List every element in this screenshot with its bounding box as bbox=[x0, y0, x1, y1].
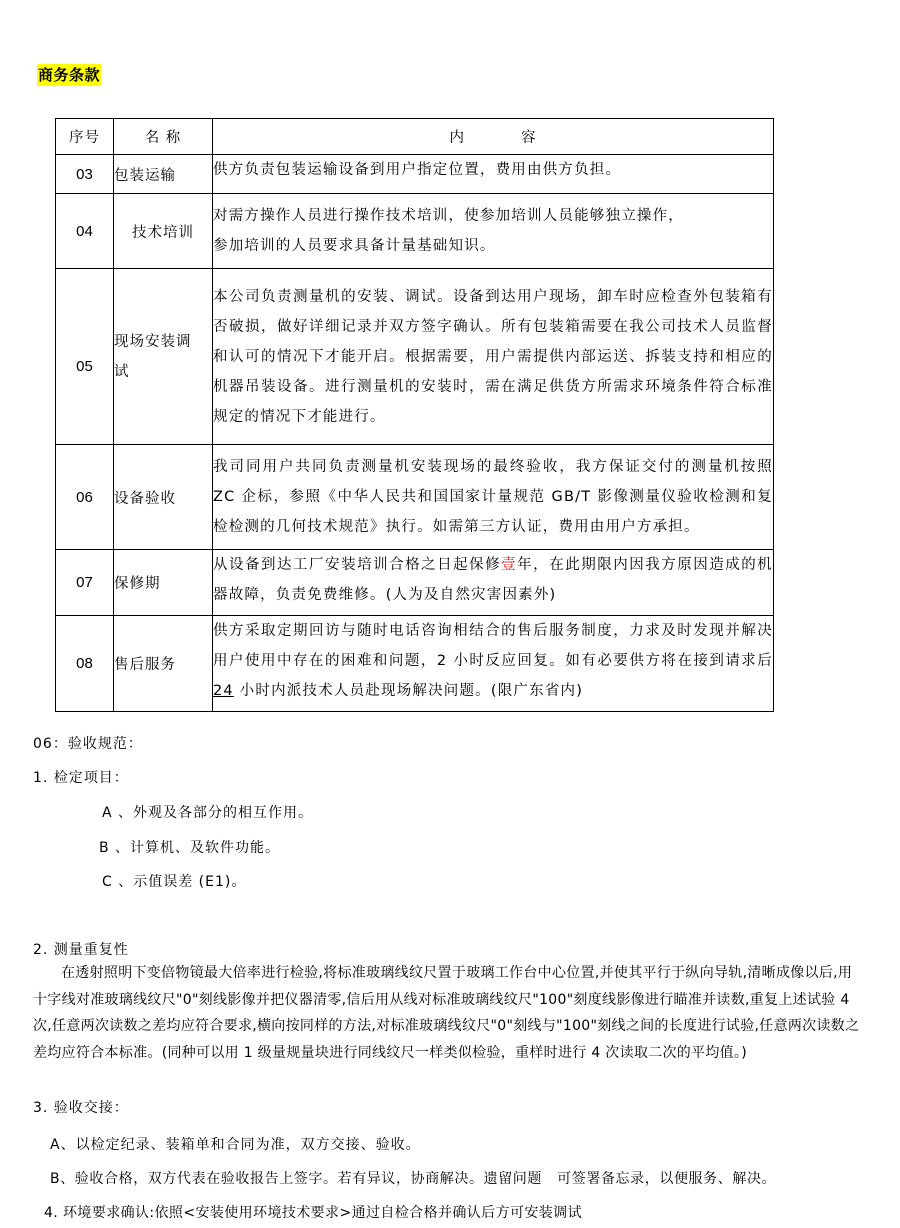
item1-heading: 1. 检定项目： bbox=[33, 770, 129, 786]
content-text: 供方采取定期回访与随时电话咨询相结合的售后服务制度，力求及时发现并解决用户使用中存在的困难和问题，2 小时反应回复。如有必要供方将在接到请求后 bbox=[213, 623, 773, 669]
row-name: 售后服务 bbox=[114, 616, 213, 712]
response-hours-underlined: 24 bbox=[213, 683, 234, 699]
row-no: 08 bbox=[56, 616, 114, 712]
content-text: 从设备到达工厂安装培训合格之日起保修 bbox=[213, 557, 502, 573]
row-name: 保修期 bbox=[114, 550, 213, 616]
header-no: 序号 bbox=[56, 119, 114, 155]
item1-list-item: B 、计算机、及软件功能。 bbox=[99, 840, 281, 856]
row-name: 现场安装调试 bbox=[114, 269, 213, 445]
table-row bbox=[56, 155, 774, 194]
warranty-years-highlight: 壹 bbox=[501, 557, 518, 573]
header-name: 名 称 bbox=[114, 119, 213, 155]
content-line: 对需方操作人员进行操作技术培训，使参加培训人员能够独立操作， bbox=[213, 208, 684, 224]
table-row bbox=[56, 445, 774, 550]
row-no: 04 bbox=[56, 194, 114, 269]
item1-list-item: C 、示值误差 (E1)。 bbox=[102, 874, 247, 890]
row-content: 本公司负责测量机的安装、调试。设备到达用户现场，卸车时应检查外包装箱有否破损，做好详细记录并双方签字确认。所有包装箱需要在我公司技术人员监督和认可的情况下才能开启。根据需要，用户需提供内部运送、拆装支持和相应的机器吊装设备。进行测量机的安装时，需在满足供货方所需求环境条件符合标准规定的情况下才能进行。 bbox=[213, 269, 774, 445]
section-title: 商务条款 bbox=[38, 66, 101, 84]
table-row bbox=[56, 269, 774, 445]
row-no: 03 bbox=[56, 155, 114, 194]
row-name: 包装运输 bbox=[114, 155, 213, 194]
item4: 4. 环境要求确认:依照<安装使用环境技术要求>通过自检合格并确认后方可安装调试 bbox=[44, 1205, 582, 1221]
item3-heading: 3. 验收交接： bbox=[33, 1100, 129, 1116]
table-row bbox=[56, 616, 774, 712]
acceptance-heading: 06：验收规范： bbox=[33, 736, 143, 752]
row-content bbox=[213, 550, 774, 616]
content-text: 年，在此期限内因我方原因造成的机器故障，负责免费维修。(人为及自然灾害因素外) bbox=[213, 557, 773, 603]
row-content bbox=[213, 194, 774, 269]
header-content: 内 容 bbox=[213, 119, 774, 155]
table-row bbox=[56, 194, 774, 269]
content-text: 小时内派技术人员赴现场解决问题。(限广东省内) bbox=[233, 683, 584, 699]
item2-body: 在透射照明下变倍物镜最大倍率进行检验,将标准玻璃线纹尺置于玻璃工作台中心位置,并使其平行于纵向导轨,清晰成像以后,用十字线对准玻璃线纹尺"0"刻线影像并把仪器清零,信后用从线对标准玻璃线纹尺"100"刻度线影像进行瞄准并读数,重复上述试验 4 次,任意两次读数之差均应符合要求,横向按同样的方法,对标准玻璃线纹尺"0"刻线与"100"刻线之间的长度进行试验,任意两次读数之差均应符合本标准。(同种可以用 1 级量规量块进行同线纹尺一样类似检验，重样时进行 4 次读取二次的平均值。) bbox=[33, 965, 860, 1061]
commercial-terms-table bbox=[55, 118, 774, 712]
row-content bbox=[213, 616, 774, 712]
row-name: 技术培训 bbox=[114, 194, 213, 269]
item2-heading: 2. 测量重复性 bbox=[33, 942, 129, 958]
row-name: 设备验收 bbox=[114, 445, 213, 550]
item1-list-item: A 、外观及各部分的相互作用。 bbox=[102, 805, 314, 821]
table-header-row bbox=[56, 119, 774, 155]
content-line: 参加培训的人员要求具备计量基础知识。 bbox=[213, 238, 496, 254]
item3-list-item: B、验收合格，双方代表在验收报告上签字。若有异议，协商解决。遗留问题 可签署备忘录，以便服务、解决。 bbox=[50, 1171, 777, 1187]
row-content: 供方负责包装运输设备到用户指定位置，费用由供方负担。 bbox=[213, 155, 774, 194]
row-no: 06 bbox=[56, 445, 114, 550]
table-row bbox=[56, 550, 774, 616]
item3-list-item: A、以检定纪录、装箱单和合同为准，双方交接、验收。 bbox=[50, 1137, 421, 1153]
row-content: 我司同用户共同负责测量机安装现场的最终验收，我方保证交付的测量机按照 ZC 企标，参照《中华人民共和国国家计量规范 GB/T 影像测量仪验收检测和复检检测的几何技术规范》执行。如需第三方认证，费用由用户方承担。 bbox=[213, 445, 774, 550]
row-no: 05 bbox=[56, 269, 114, 445]
row-no: 07 bbox=[56, 550, 114, 616]
